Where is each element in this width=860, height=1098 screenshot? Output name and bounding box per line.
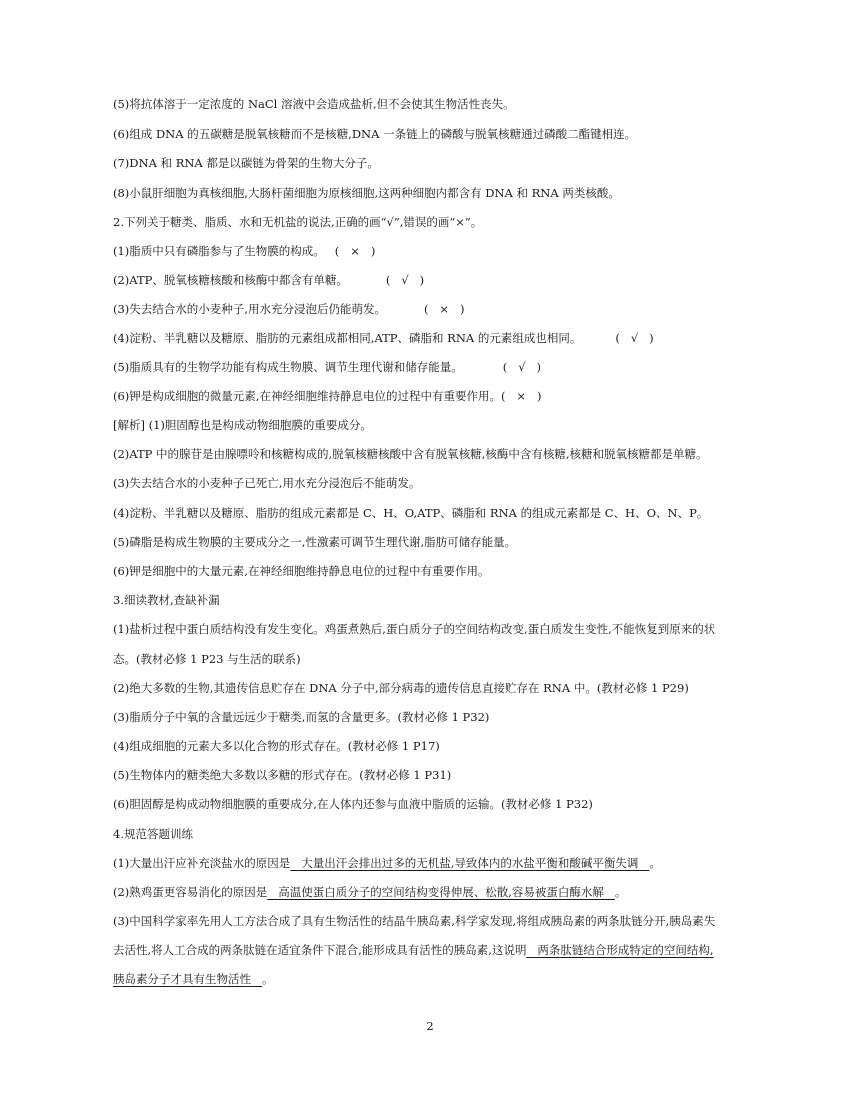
sec4-q2 <box>113 883 760 901</box>
judgement-mark: ( × ) <box>423 302 465 316</box>
judgement-mark: ( × ) <box>500 389 542 403</box>
sec4-q3-line2 <box>113 941 760 959</box>
question-end: 。 <box>614 885 627 899</box>
statement-text: (2)ATP、脱氧核糖核酸和核酶中都含有单糖。 <box>113 273 348 287</box>
question-text: 去活性,将人工合成的两条肽链在适宜条件下混合,能形成具有活性的胰岛素,这说明 <box>113 943 527 957</box>
analysis-3: (3)失去结合水的小麦种子已死亡,用水充分浸泡后不能萌发。 <box>113 476 421 490</box>
answer-blank: 两条肽链结合形成特定的空间结构, <box>526 943 714 957</box>
judgement-mark: ( × ) <box>334 244 376 258</box>
statement-text: (3)失去结合水的小麦种子,用水充分浸泡后仍能萌发。 <box>113 302 386 316</box>
analysis-4: (4)淀粉、半乳糖以及糖原、脂肪的组成元素都是 C、H、O,ATP、磷脂和 RNA 的组成元素都是 C、H、O、N、P。 <box>113 506 709 520</box>
judgement-mark: ( √ ) <box>385 273 425 287</box>
sec3-heading: 3.细读教材,查缺补漏 <box>113 593 220 607</box>
sec1-item-5: (5)将抗体溶于一定浓度的 NaCl 溶液中会造成盐析,但不会使其生物活性丧失。 <box>113 97 515 111</box>
sec1-item-6: (6)组成 DNA 的五碳糖是脱氧核糖而不是核糖,DNA 一条链上的磷酸与脱氧核糖通过磷酸二酯键相连。 <box>113 127 637 141</box>
sec3-item-5: (5)生物体内的糖类绝大多数以多糖的形式存在。(教材必修 1 P31) <box>113 768 452 782</box>
sec2-item-1 <box>113 242 760 260</box>
question-end: 。 <box>261 972 274 986</box>
answer-blank: 大量出汗会排出过多的无机盐,导致体内的水盐平衡和酸碱平衡失调 <box>290 856 650 870</box>
sec4-q3-line1: (3)中国科学家率先用人工方法合成了具有生物活性的结晶牛胰岛素,科学家发现,将组成胰岛素的两条肽链分开,胰岛素失 <box>113 914 716 928</box>
sec2-item-5 <box>113 358 760 376</box>
judgement-mark: ( √ ) <box>615 331 654 345</box>
judgement-mark: ( √ ) <box>502 360 542 374</box>
analysis-5: (5)磷脂是构成生物膜的主要成分之一,性激素可调节生理代谢,脂肪可储存能量。 <box>113 535 517 549</box>
statement-text: (5)脂质具有的生物学功能有构成生物膜、调节生理代谢和储存能量。 <box>113 360 463 374</box>
statement-text: (1)脂质中只有磷脂参与了生物膜的构成。 <box>113 244 325 258</box>
sec1-item-8: (8)小鼠肝细胞为真核细胞,大肠杆菌细胞为原核细胞,这两种细胞内都含有 DNA 和 RNA 两类核酸。 <box>113 186 620 200</box>
sec3-item-6: (6)胆固醇是构成动物细胞膜的重要成分,在人体内还参与血液中脂质的运输。(教材必修 1 P32) <box>113 797 593 811</box>
statement-text: (6)钾是构成细胞的微量元素,在神经细胞维持静息电位的过程中有重要作用。 <box>113 389 501 403</box>
sec4-heading: 4.规范答题训练 <box>113 827 193 841</box>
sec2-item-4 <box>113 329 760 347</box>
question-text: (1)大量出汗应补充淡盐水的原因是 <box>113 856 291 870</box>
question-end: 。 <box>649 856 661 870</box>
sec3-item-2: (2)绝大多数的生物,其遗传信息贮存在 DNA 分子中,部分病毒的遗传信息直接贮存在 RNA 中。(教材必修 1 P29) <box>113 681 689 695</box>
sec4-q3-line3 <box>113 970 760 988</box>
statement-text: (4)淀粉、半乳糖以及糖原、脂肪的元素组成都相同,ATP、磷脂和 RNA 的元素组成也相同。 <box>113 331 582 345</box>
answer-blank: 高温使蛋白质分子的空间结构变得伸展、松散,容易被蛋白酶水解 <box>267 885 615 899</box>
sec3-item-4: (4)组成细胞的元素大多以化合物的形式存在。(教材必修 1 P17) <box>113 739 440 753</box>
sec2-item-2 <box>113 271 760 289</box>
sec2-item-6 <box>113 387 760 405</box>
sec3-item-1-cont: 态。(教材必修 1 P23 与生活的联系) <box>113 652 301 666</box>
sec2-heading: 2.下列关于糖类、脂质、水和无机盐的说法,正确的画“√”,错误的画“×”。 <box>113 215 483 229</box>
sec1-item-7: (7)DNA 和 RNA 都是以碳链为骨架的生物大分子。 <box>113 156 379 170</box>
analysis-1: [解析] (1)胆固醇也是构成动物细胞膜的重要成分。 <box>113 418 372 432</box>
sec4-q1 <box>113 854 760 872</box>
answer-blank: 胰岛素分子才具有生物活性 <box>113 972 262 986</box>
sec3-item-1: (1)盐析过程中蛋白质结构没有发生变化。鸡蛋煮熟后,蛋白质分子的空间结构改变,蛋白质发生变性,不能恢复到原来的状 <box>113 622 716 636</box>
analysis-2: (2)ATP 中的腺苷是由腺嘌呤和核糖构成的,脱氧核糖核酸中含有脱氧核糖,核酶中含有核糖,核糖和脱氧核糖都是单糖。 <box>113 447 708 461</box>
sec3-item-3: (3)脂质分子中氧的含量远远少于糖类,而氢的含量更多。(教材必修 1 P32) <box>113 710 490 724</box>
page-number: 2 <box>426 1019 434 1033</box>
question-text: (2)熟鸡蛋更容易消化的原因是 <box>113 885 268 899</box>
sec2-item-3 <box>113 300 760 318</box>
analysis-6: (6)钾是细胞中的大量元素,在神经细胞维持静息电位的过程中有重要作用。 <box>113 564 490 578</box>
